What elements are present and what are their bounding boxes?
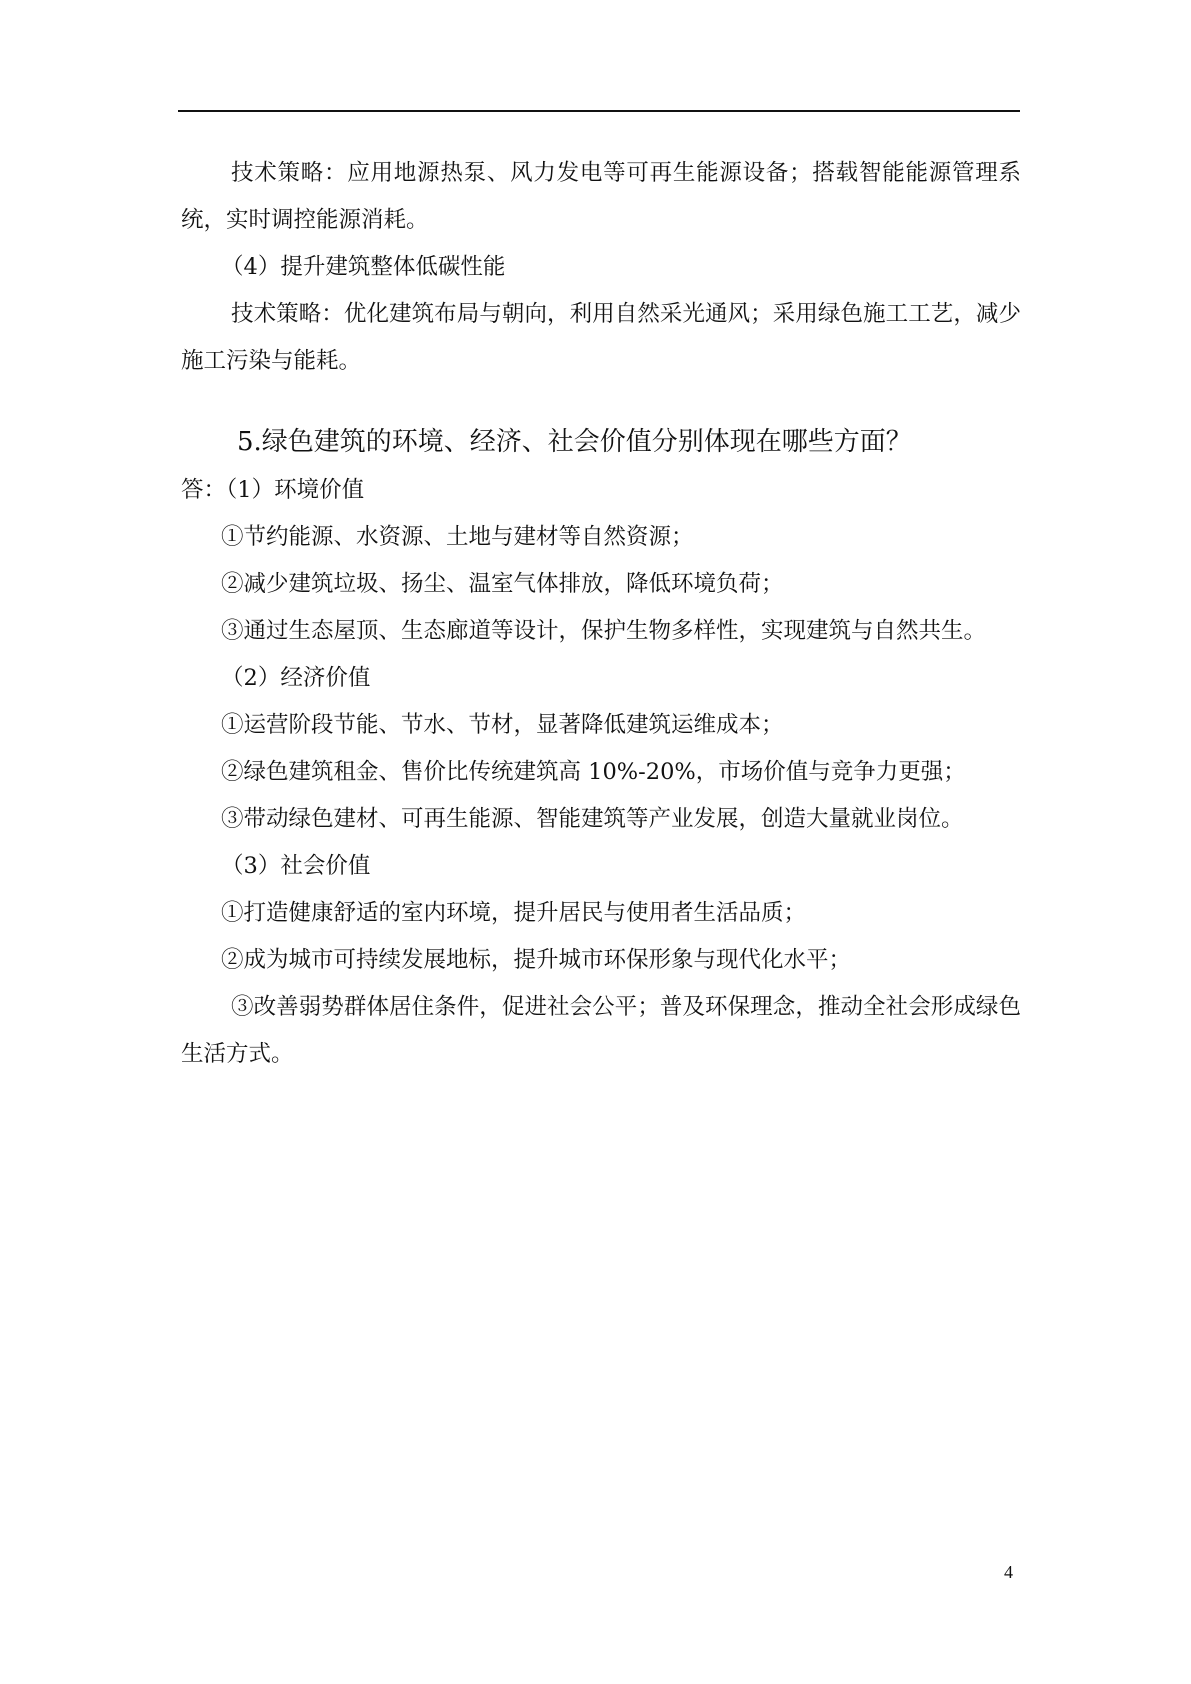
economic-value-item-1: ①运营阶段节能、节水、节材，显著降低建筑运维成本； bbox=[221, 712, 784, 738]
economic-value-heading: （2）经济价值 bbox=[221, 665, 371, 691]
economic-value-item-2: ②绿色建筑租金、售价比传统建筑高 10%-20%，市场价值与竞争力更强； bbox=[221, 759, 966, 785]
section-gap bbox=[181, 385, 1021, 417]
item-4-heading: （4）提升建筑整体低碳性能 bbox=[221, 254, 506, 280]
social-value-item-2: ②成为城市可持续发展地标，提升城市环保形象与现代化水平； bbox=[221, 947, 852, 973]
env-value-item-2: ②减少建筑垃圾、扬尘、温室气体排放，降低环境负荷； bbox=[221, 571, 784, 597]
tech-strategy-paragraph-3: 技术策略：应用地源热泵、风力发电等可再生能源设备；搭载智能能源管理系统，实时调控能源消耗。 bbox=[181, 160, 1021, 233]
social-value-heading: （3）社会价值 bbox=[221, 853, 371, 879]
page-number: 4 bbox=[1004, 1562, 1013, 1582]
document-body bbox=[181, 150, 1021, 1078]
economic-value-item-3: ③带动绿色建材、可再生能源、智能建筑等产业发展，创造大量就业岗位。 bbox=[221, 806, 964, 832]
social-value-item-1: ①打造健康舒适的室内环境，提升居民与使用者生活品质； bbox=[221, 900, 807, 926]
env-value-item-1: ①节约能源、水资源、土地与建材等自然资源； bbox=[221, 524, 694, 550]
social-value-item-3: ③改善弱势群体居住条件，促进社会公平；普及环保理念，推动全社会形成绿色生活方式。 bbox=[181, 994, 1021, 1067]
answer-intro: 答：（1）环境价值 bbox=[181, 477, 365, 503]
question-5-heading: 5.绿色建筑的环境、经济、社会价值分别体现在哪些方面？ bbox=[237, 427, 912, 457]
tech-strategy-paragraph-4: 技术策略：优化建筑布局与朝向，利用自然采光通风；采用绿色施工工艺，减少施工污染与能耗。 bbox=[181, 301, 1021, 374]
header-rule bbox=[178, 110, 1020, 112]
env-value-item-3: ③通过生态屋顶、生态廊道等设计，保护生物多样性，实现建筑与自然共生。 bbox=[221, 618, 987, 644]
